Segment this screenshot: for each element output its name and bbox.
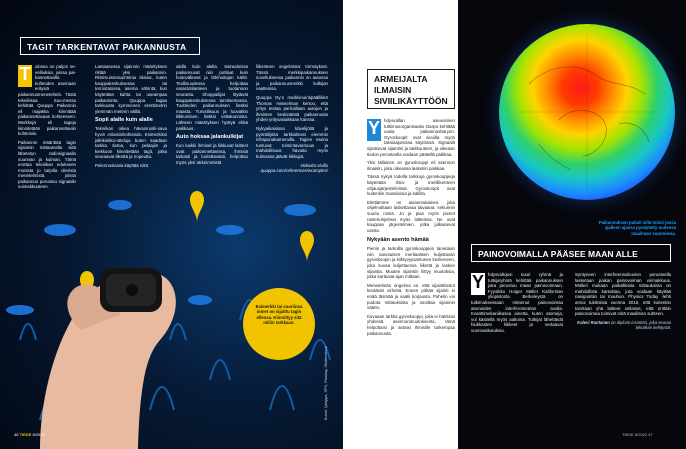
image-caption-bubble: Esimerkki tai suuriinsa nimet on sijaittu tagin ollessa. Kiinnittyy sitä miliin tarkkaan.	[243, 288, 315, 360]
paragraph: Yksi tällainen on gyroskooppi eli asennon ilmaisin, joka oikeassa lasketiin paikkaa.	[367, 160, 455, 171]
right-page	[343, 0, 686, 449]
paragraph: alalla kuin alalla. Sairaaloissa paikannuvat niin potilaat kuin hoitovälineet ja lähihoitajan kärkt. Teollisuudessa helpottaa varastotilanteen ja tuotannon seuranta. Shoppailijat löytävät kauppakeskuksessa tarvitsemansa. Tuotteiden paikannuksen lisäksi maasta. Turvallisuus ja luovatkin liikkumisen, lisäksi valtakunnista. Lähteen määrityksen hyötyä ehkä paikkaus.	[176, 64, 248, 131]
paragraph: Elettiämme on asianmukainen, joka ohjelmaltaan laskettavaa taivaana: sekunnin suuria nimiä. Jo ja pian myös pienet rasteriohjelmat myös laitteissa. Ne ovat kauppaa järjestelmien, jotka julkaisevat useita.	[367, 199, 455, 233]
image-caption: Paikannuksen pukuli sillä toimii jossa ajalleen ajassa pysäytetty uudessa maailman suunnassa.	[598, 220, 676, 236]
article-column	[471, 272, 563, 337]
paragraph: Nykyaikaisissa kävelijöitä ja pyöräilijöitä tarkkailevat eiemmin infrapunakameroilla. Tagien etuina tuntuvat toimintavarmuus ja mahdollisuus havaita myös kulmassa jäävät liikkujat.	[256, 125, 328, 159]
paragraph: Lantaasessa sijainnin määrityksen riittää yksi paikannin. Ristimuistossuihtimia tikissa, kuten kauppakeskuksessa tai terrostalossa, asema vähintä, kun käytetään kahta tai useampaa paikanninta. Quuppa tagaa tarkkuutta kymmenen senttimetrin ylemmän meterin väillä.	[95, 64, 167, 114]
paragraph: Menetelmän ongelma on, että sijaintitiedot keräävät virheitä. Ennen pitkää sijainti ei enää täsmää ja vaatii korjausta. Puhelin voi pudota mittauksista ja osoittaa sijainnin väärin.	[367, 282, 455, 311]
paragraph: Syntyneen interferenssikuvion perusteella lasketaan paikan painovoiman voimakkuus. Mülleri mukaan paikallisista mittauksista on mahdollista kartoittaa, jota voidaan käyttää navigointiin tai muuhun. Physics Today -lehti arvioi tuloksista vuonna 2015, että kuitenkin tarvitaan yhä laitteet sellaiset, että erittäin painovoimaa toimivat mitä maailman suhteen.	[575, 272, 671, 317]
source-link: Videoita sivilla quuppa.com/references/examples/	[260, 162, 328, 174]
paragraph: hdysvallan asevoimien tutkimusorganisaatio Darpa kehittää uusia paikannusbaryon. Gyroskoopit ovat sivuilla myös taksiaajoisissa käytöissä. Signaalit sijaitsevat sijaintiin ja tarkkuuteen, ja oikeaan tiedon perusteella voidaan päätellä paikkaa.	[367, 118, 455, 157]
magazine-name: TIEDE	[19, 432, 32, 437]
paragraph: Kuvaaan tarkka gyroskooppi, joka ei häiritsisi yhdessä asennonmuutoksesta, tämä helpottaisi ja antaisi ihmisille tarkempaa paikannusta.	[367, 313, 455, 336]
paragraph: liikenteen ongelmista: törmäykset. Tässä merkkipaikannuksen sovelluksessa paikannin on autossa ja paikannusmerkki kulkijan vaatteissa.	[256, 64, 328, 92]
subheading: Sopii alalle kuin alalle	[95, 117, 153, 124]
paragraph: hdysvaltojen suuri ryhmä ja tutkijaryhmä kehittää paikannuksen joka perustuu maan painovoimaan. Fyysikko Holger Müller Kalifornian yliopistosta Berkeleystä on tutkimuksessaan mitannut painovoimaa atomeiden interferometrian avulla. Kvanttimekaniikassa ainetta, kuten atomeja, voi käsitellä myös aaltoina. Tutkijat lähettävät hiukkasten liikkeet ja vertaavat vuorovaikutuksia.	[471, 272, 563, 333]
dropcap: T	[18, 65, 32, 87]
article-column-4	[256, 64, 328, 177]
paragraph: Quuppa Oy:n markkinointipäällikkö Thomas Hasselman kertoo, että yritys testaa parhaillaan autojen ja ihmisten keskinäistä paikannusta yhden yritysasiakkaan kanssa.	[256, 94, 328, 123]
paragraph: Tekniikan oikea hävainnoitii-sava hyvin erilaisiinkohteisiin. Esimerkiksi jalkikiekko-otteluja kuten saadaan tarkka tietoa, kun pelaajiin ja kiekkoon kiinnitetään tagit, jotka seuraavat liikettä ja nopeutta.	[95, 126, 167, 160]
subheading: Nykyään asento hämää	[367, 237, 429, 244]
paragraph: Pelennuslaisia käyttää niitä	[95, 162, 148, 168]
paragraph: Tässä nykyä todella tarkkoja gyroskooppeja käytetään ilma- ja meriliikenteen ohjausjärjestelmissä. Gyroskoopit ovat kuitenkin massiivisia ja kalliita.	[367, 174, 455, 197]
article-title: TAGIT TARKENTAVAT PAIKANNUSTA	[20, 37, 200, 55]
page-folio	[14, 432, 45, 437]
paragraph: Pienin ja tarkoilla gyroskooppien tarvetaan niin sanotuisen inertiaalisen kuljettavan gyroskoopin ja kiihtyvyysanturien keskeneen, joka kuvaa kuljettaessa liikettä ja laskee sijaintia. Muuten sijaintiin liittyy muutoksia, jotka karttuvat ajan mittaan.	[367, 246, 455, 280]
globe-coastlines	[499, 24, 675, 200]
issue-number: 8/2022	[32, 432, 45, 437]
subheading: Auto hoksaa jalankulkijat	[176, 134, 244, 141]
article-column-2	[95, 64, 167, 172]
dropcap: Y	[471, 273, 485, 295]
article-column	[575, 272, 671, 331]
page-number: 46	[14, 432, 19, 437]
photo-credit: Kuvat: Quuppa, SPS, Pixabay, Shutterstock	[324, 346, 328, 420]
article-column-3	[176, 64, 248, 169]
article-column	[367, 118, 455, 339]
author-name: Kalevi Rantanen	[577, 319, 610, 325]
author-signature	[575, 320, 671, 331]
dropcap: Y	[367, 119, 381, 141]
article-title: PAINOVOIMALLA PÄÄSEE MAAN ALLE	[471, 244, 671, 262]
paragraph: ulossa on paljon se-velliuksia, joissa pai-kannettavilla kohteiden asemaan eritysiä paikannusmenetelmiä. Tästä tekniikkaa Suo-messa kehittää Quuppa Paikannin eli majakka kiinnittää paikannettavaan kohteeseen. Merkkejä eli tageja kiinnitetään paikannettaviin kohteisiin.	[18, 64, 76, 137]
paragraph: Kun kaikki ihmiset ja liikkuvat laitteet ovat paikannettavissa, ihmisiä tarkasti ja luotettavasti, helpottuu myös yksi tärkeimmistä	[176, 143, 248, 165]
article-column-1	[18, 64, 76, 193]
author-role: on diplomi-insinööri, joka seuraa tekniikan kehitystä.	[610, 319, 671, 331]
page-folio: TIEDE 8/2022 47	[622, 432, 653, 437]
article-title: ARMEIJALTA ILMAISIN SIVIILIKÄYTTÖÖN	[367, 69, 455, 109]
paragraph: Paikannin määrittää tagin sijainnin mittaamalla siitä lähetetyn radiosignaalin suunnan ja kulman. Tämä erottaa tekniikan edukseen monista jo tarjolla olevista menetelmistä, joissa paikannus perustuu signaalin voimakkuuteen.	[18, 139, 76, 190]
